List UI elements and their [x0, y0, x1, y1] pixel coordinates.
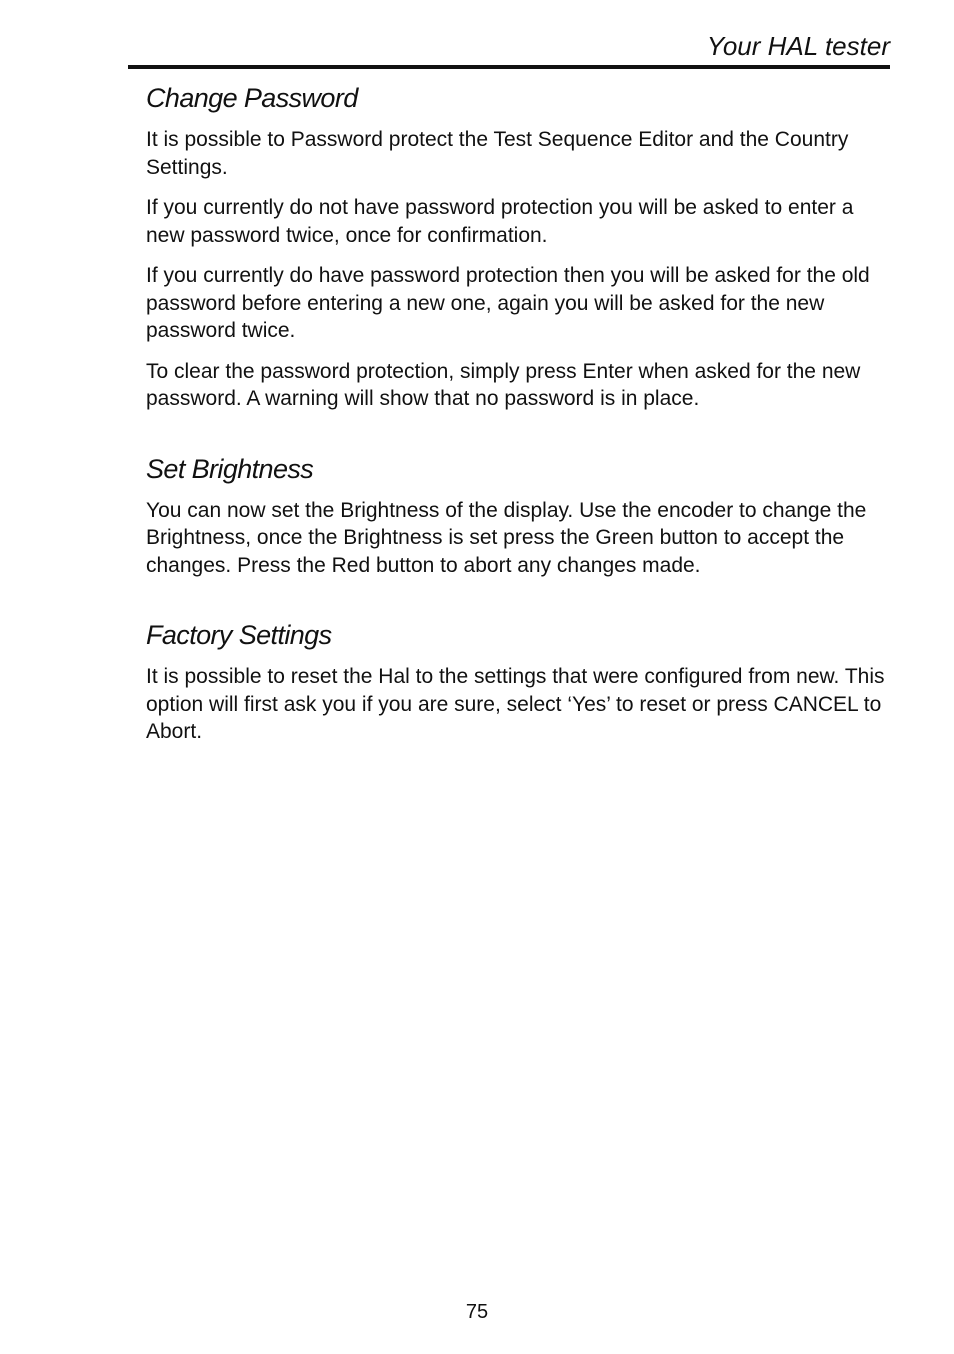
section-change-password: [146, 80, 886, 413]
section-heading: Factory Settings: [146, 620, 332, 650]
paragraph: If you currently do not have password protection you will be asked to enter a new password twice, once for confirmation.: [146, 196, 854, 247]
section-heading: Change Password: [146, 83, 358, 113]
header-rule: [128, 65, 890, 69]
section-heading: Set Brightness: [146, 453, 314, 484]
section-factory-settings: [146, 617, 886, 746]
paragraph: It is possible to reset the Hal to the settings that were configured from new. This option will first ask you if you are sure, select ‘Yes’ to reset or press CANCEL to Abort.: [146, 665, 885, 743]
paragraph: To clear the password protection, simply press Enter when asked for the new password. A warning will show that no password is in place.: [146, 359, 861, 410]
running-header: Your HAL tester: [706, 31, 890, 61]
paragraph: You can now set the Brightness of the display. Use the encoder to change the Brightness, once the Brightness is set press the Green button to accept the changes. Press the Red button to abort any changes made.: [146, 498, 867, 577]
page-content: [146, 80, 886, 759]
page-number: 75: [465, 1301, 489, 1323]
paragraph: If you currently do have password protection then you will be asked for the old password before entering a new one, again you will be asked for the new password twice.: [146, 264, 870, 342]
paragraph: It is possible to Password protect the Test Sequence Editor and the Country Settings.: [146, 128, 849, 179]
section-set-brightness: [146, 451, 886, 580]
